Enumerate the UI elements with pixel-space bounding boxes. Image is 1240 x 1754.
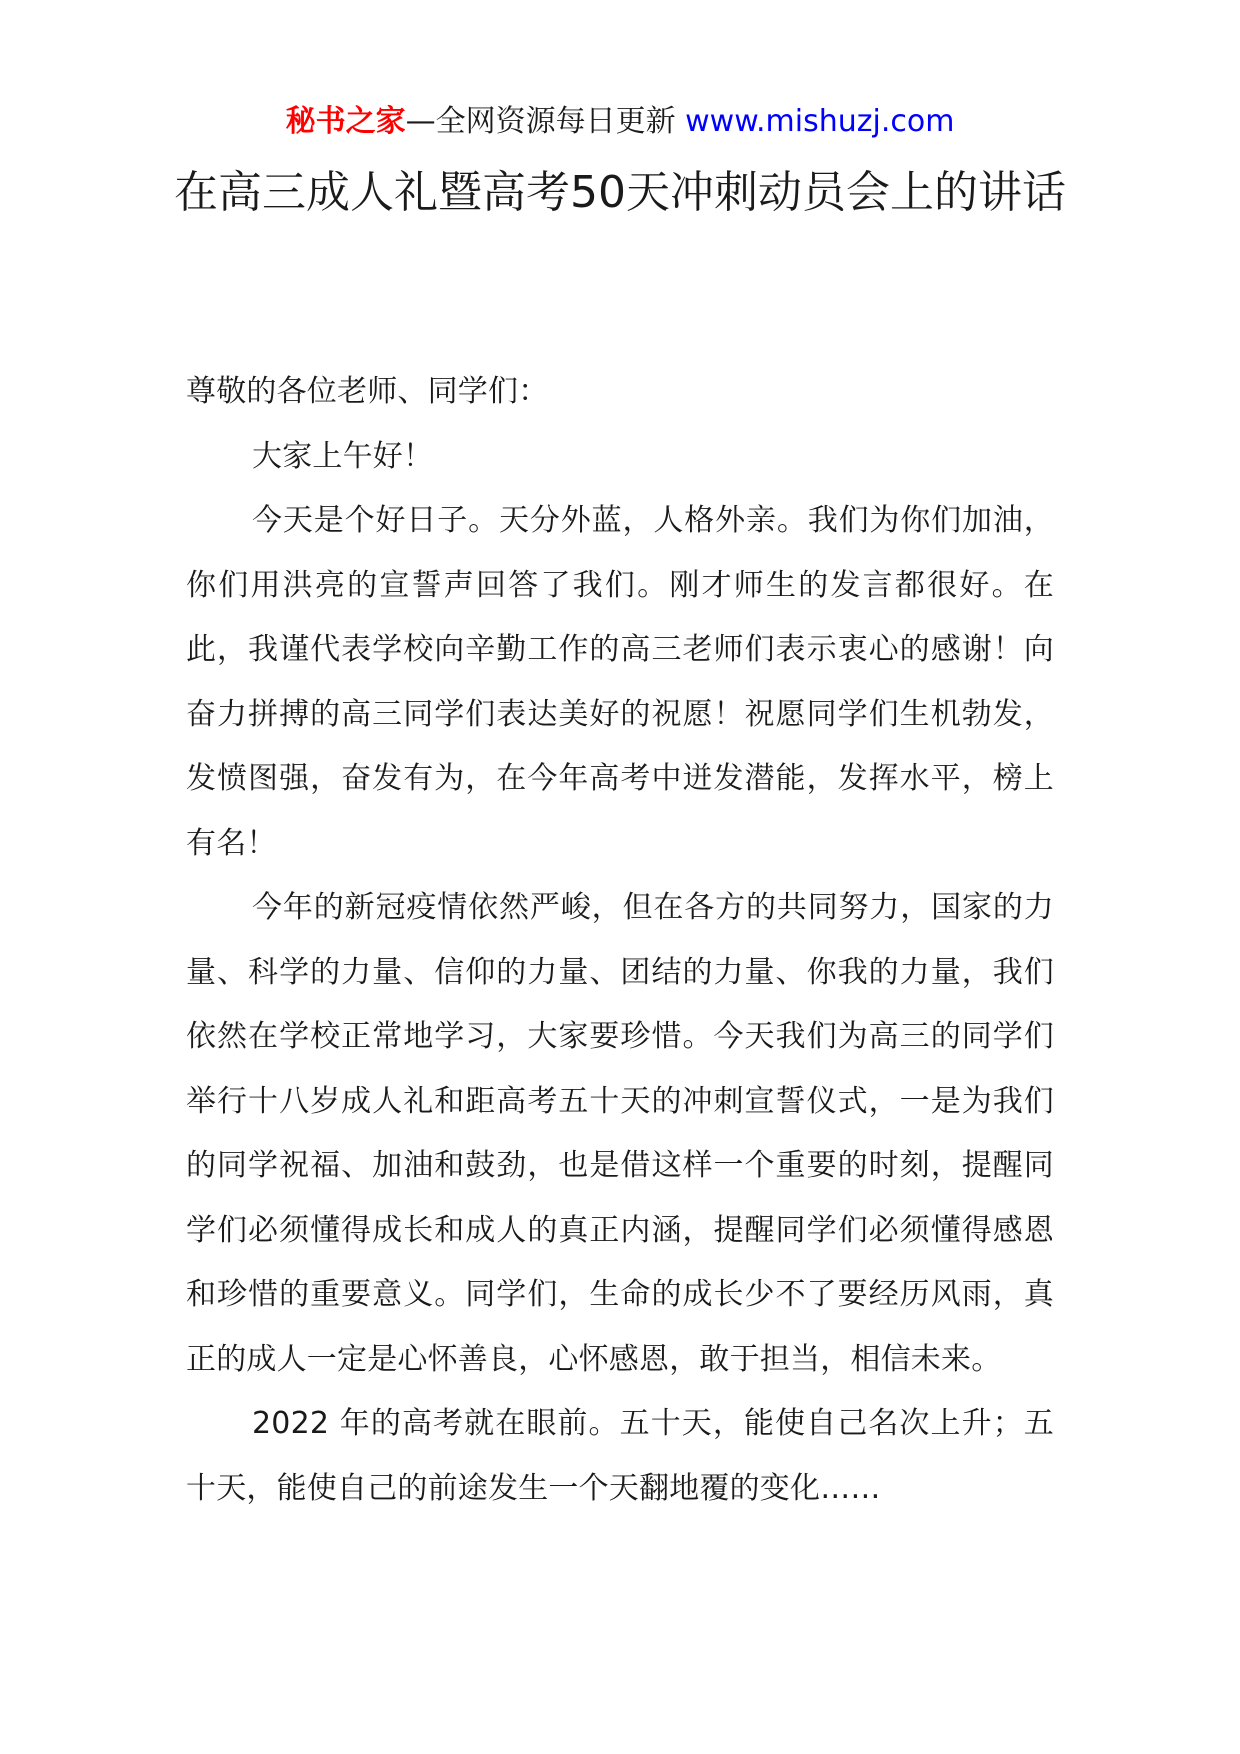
- paragraph-greeting: 大家上午好！: [252, 438, 434, 474]
- header-tagline: —全网资源每日更新: [405, 104, 676, 139]
- paragraph-1: 今天是个好日子。天分外蓝，人格外亲。我们为你们加油，你们用洪亮的宣誓声回答了我们。刚才师生的发言都很好。在此，我谨代表学校向辛勤工作的高三老师们表示衷心的感谢！向奋力拼搏的高三同学们表达美好的祝愿！祝愿同学们生机勃发，发愤图强，奋发有为，在今年高考中迸发潜能，发挥水平，榜上有名！: [186, 503, 1054, 861]
- site-header: [0, 100, 1240, 144]
- paragraph-3: 2022 年的高考就在眼前。五十天，能使自己名次上升；五十天，能使自己的前途发生一个天翻地覆的变化……: [186, 1406, 1054, 1506]
- document-body: [186, 360, 1054, 1521]
- salutation: 尊敬的各位老师、同学们：: [186, 374, 549, 409]
- brand-name: 秘书之家: [285, 104, 406, 139]
- paragraph-2: 今年的新冠疫情依然严峻，但在各方的共同努力，国家的力量、科学的力量、信仰的力量、团结的力量、你我的力量，我们依然在学校正常地学习，大家要珍惜。今天我们为高三的同学们举行十八岁成人礼和距高考五十天的冲刺宣誓仪式，一是为我们的同学祝福、加油和鼓劲，也是借这样一个重要的时刻，提醒同学们必须懂得成长和成人的真正内涵，提醒同学们必须懂得感恩和珍惜的重要意义。同学们，生命的成长少不了要经历风雨，真正的成人一定是心怀善良，心怀感恩，敢于担当，相信未来。: [186, 890, 1054, 1377]
- site-link[interactable]: www.mishuzj.com: [685, 104, 955, 139]
- document-title: 在高三成人礼暨高考50天冲刺动员会上的讲话: [174, 167, 1066, 218]
